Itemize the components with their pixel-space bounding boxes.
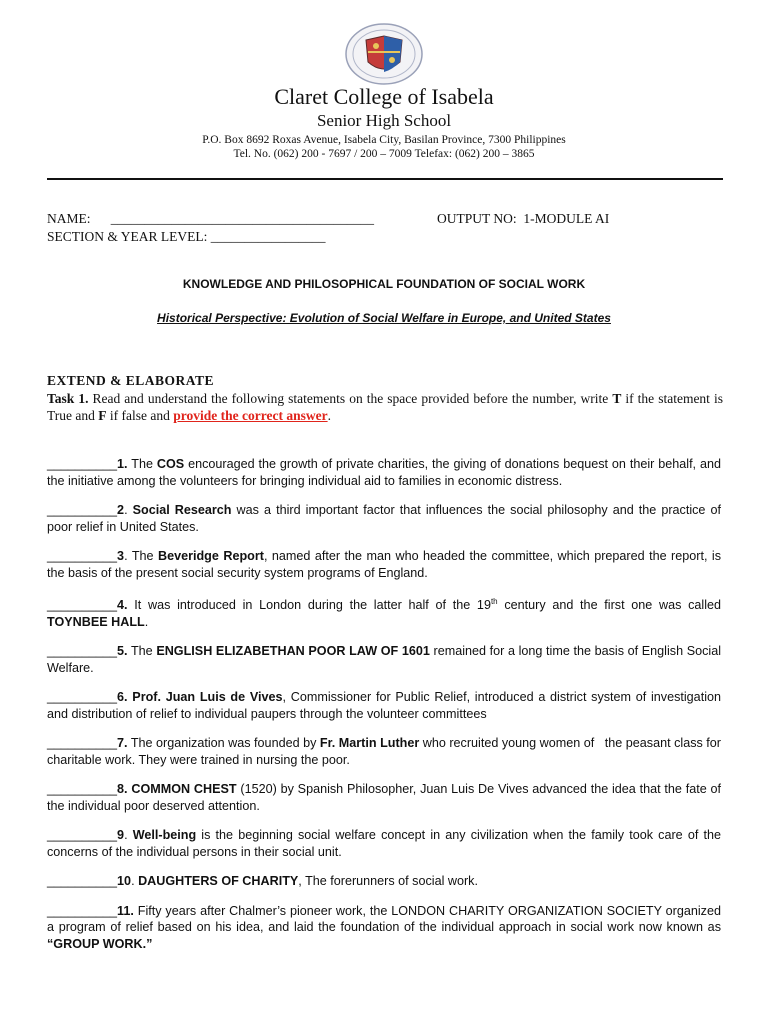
- name-field[interactable]: [47, 211, 374, 227]
- document-title: KNOWLEDGE AND PHILOSOPHICAL FOUNDATION OF SOCIAL WORK: [182, 277, 586, 291]
- task-text: if the statement is True and: [47, 391, 723, 423]
- item-key-term: Prof. Juan Luis de Vives: [132, 690, 283, 705]
- task-text: .: [327, 408, 331, 423]
- item-number: 10: [117, 874, 132, 889]
- list-item: __________8. COMMON CHEST (1520) by Spanish Philosopher, Juan Luis De Vives advanced the idea that the fate of the individual poor deserved attention.: [47, 782, 721, 813]
- item-key-term: “GROUP WORK.”: [47, 936, 153, 951]
- document-subtitle: Historical Perspective: Evolution of Social Welfare in Europe, and United States: [157, 311, 611, 325]
- item-key-term: Social Research: [132, 503, 232, 517]
- school-name: Claret College of Isabela: [274, 84, 494, 109]
- item-number: 7.: [117, 736, 128, 751]
- answer-blank[interactable]: __________: [47, 598, 118, 613]
- answer-blank[interactable]: __________: [47, 782, 118, 797]
- item-number: 3: [117, 549, 125, 563]
- item-key-term: ENGLISH ELIZABETHAN POOR LAW OF 1601: [156, 644, 430, 659]
- list-item: __________10. DAUGHTERS OF CHARITY, The forerunners of social work.: [47, 874, 478, 889]
- list-item: __________7. The organization was founded by Fr. Martin Luther who recruited young women of the peasant class for charitable work. They were trained in nursing the poor.: [47, 736, 721, 767]
- school-phone: Tel. No. (062) 200 - 7697 / 200 – 7009 Telefax: (062) 200 – 3865: [233, 148, 535, 160]
- item-key-term: COS: [156, 457, 185, 471]
- list-item: __________4. It was introduced in London during the latter half of the 19th century and the first one was called TOYNBEE HALL.: [47, 597, 722, 629]
- school-division: Senior High School: [316, 111, 452, 130]
- item-number: 9: [117, 828, 125, 843]
- section-blank[interactable]: _________________: [210, 229, 326, 244]
- name-blank[interactable]: _______________________________________: [110, 211, 374, 226]
- item-key-term: Fr. Martin Luther: [319, 736, 420, 751]
- task-text: Read and understand the following statements on the space provided before the number, write: [88, 391, 613, 406]
- header-divider: [47, 178, 723, 180]
- item-number: 5.: [117, 644, 128, 659]
- list-item: __________6. Prof. Juan Luis de Vives, Commissioner for Public Relief, introduced a district system of investigation and distribution of relief to individual paupers through the volunteer committees: [47, 690, 721, 721]
- section-field[interactable]: [47, 229, 325, 245]
- section-heading: EXTEND & ELABORATE: [47, 373, 215, 388]
- answer-blank[interactable]: __________: [47, 874, 118, 889]
- section-label: SECTION & YEAR LEVEL:: [47, 229, 208, 244]
- list-item: __________5. The ENGLISH ELIZABETHAN POOR LAW OF 1601 remained for a long time the basis of English Social Welfare.: [47, 644, 721, 675]
- task-text: if false and: [106, 408, 174, 423]
- item-key-term: COMMON CHEST: [131, 782, 237, 797]
- list-item: __________9. Well-being is the beginning social welfare concept in any civilization when the family took care of the concerns of the individual persons in their social unit.: [47, 828, 721, 859]
- list-item: __________11. Fifty years after Chalmer’s pioneer work, the LONDON CHARITY ORGANIZATION SOCIETY organized a program of relief based on his idea, and laid the foundation of the individual approach in social work now known as “GROUP WORK.”: [47, 903, 721, 951]
- answer-blank[interactable]: __________: [47, 903, 118, 918]
- correct-answer-note: provide the correct answer: [173, 408, 328, 423]
- false-letter: F: [98, 408, 107, 423]
- name-label: NAME:: [47, 211, 91, 226]
- item-number: 6.: [117, 690, 128, 705]
- answer-blank[interactable]: __________: [47, 457, 118, 471]
- true-letter: T: [612, 391, 622, 406]
- school-seal-logo: [344, 22, 424, 86]
- task-instructions: [47, 390, 723, 424]
- output-value: 1-MODULE AI: [523, 211, 610, 226]
- list-item: __________3. The Beveridge Report, named after the man who headed the committee, which prepared the report, is the basis of the present social security system programs of England.: [47, 549, 722, 580]
- list-item: __________1. The COS encouraged the growth of private charities, the giving of donations bequest on their behalf, and the initiative among the volunteers for bringing individual aid to families in economic distress.: [47, 457, 721, 488]
- school-address: P.O. Box 8692 Roxas Avenue, Isabela City, Basilan Province, 7300 Philippines: [202, 134, 566, 146]
- output-field: [437, 211, 609, 227]
- item-number: 1.: [117, 457, 128, 471]
- output-label: OUTPUT NO:: [437, 211, 517, 226]
- statement-list: [47, 456, 721, 965]
- item-key-term: Beveridge Report: [157, 549, 264, 563]
- superscript: th: [490, 597, 498, 606]
- item-number: 4.: [117, 598, 128, 613]
- answer-blank[interactable]: __________: [47, 690, 118, 705]
- list-item: __________2. Social Research was a third important factor that influences the social philosophy and the practice of poor relief in United States.: [47, 503, 721, 534]
- item-key-term: TOYNBEE HALL: [47, 614, 145, 629]
- answer-blank[interactable]: __________: [47, 503, 118, 517]
- item-number: 2: [117, 503, 125, 517]
- item-key-term: Well-being: [132, 828, 197, 843]
- answer-blank[interactable]: __________: [47, 828, 118, 843]
- answer-blank[interactable]: __________: [47, 549, 118, 563]
- answer-blank[interactable]: __________: [47, 644, 118, 659]
- item-key-term: DAUGHTERS OF CHARITY: [138, 874, 299, 889]
- item-number: 8.: [117, 782, 128, 797]
- answer-blank[interactable]: __________: [47, 736, 118, 751]
- task-label: Task 1.: [47, 391, 89, 406]
- item-number: 11.: [117, 903, 134, 918]
